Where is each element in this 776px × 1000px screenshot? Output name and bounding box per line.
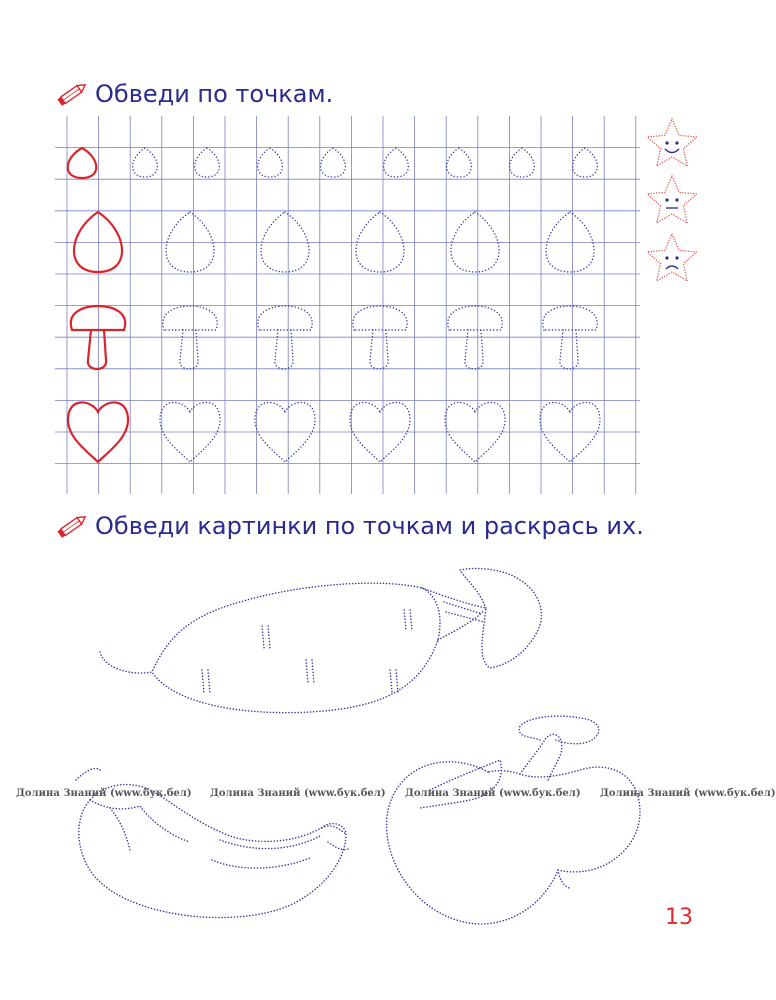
- watermark: Долина Знаний (www.бук.бел): [600, 788, 776, 799]
- watermark: Долина Знаний (www.бук.бел): [16, 788, 192, 799]
- apple-drawing: [387, 716, 640, 924]
- heading-text: Обведи картинки по точкам и раскрась их.: [95, 512, 644, 540]
- heading-text: Обведи по точкам.: [95, 80, 334, 108]
- carrot-drawing: [100, 568, 541, 712]
- watermark: Долина Знаний (www.бук.бел): [405, 788, 581, 799]
- watermark: Долина Знаний (www.бук.бел): [210, 788, 386, 799]
- page-number: 13: [665, 905, 693, 930]
